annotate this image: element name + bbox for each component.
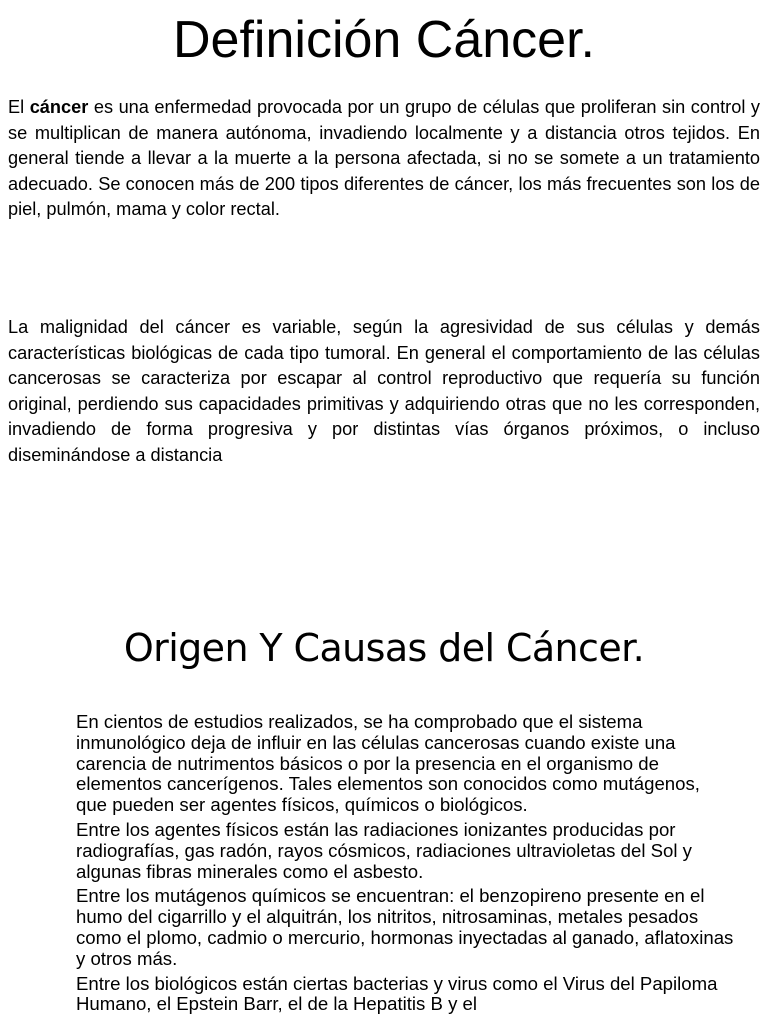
malignancy-paragraph: La malignidad del cáncer es variable, según la agresividad de sus células y demás características biológicas de cada tipo tumoral. En general el comportamiento de las células cancerosas se caracteriza por escapar al control reproductivo que requería su función original, perdiendo sus capacidades primitivas y adquiriendo otras que no les corresponden, invadiendo de forma progresiva y por distintas vías órganos próximos, o incluso diseminándose a distancia	[8, 317, 760, 465]
definition-lead: El	[8, 97, 30, 117]
section-title: Origen Y Causas del Cáncer.	[123, 626, 645, 670]
list-item: Entre los agentes físicos están las radiaciones ionizantes producidas por radiografías, gas radón, rayos cósmicos, radiaciones ultravioletas del Sol y algunas fibras minerales como el asbesto.	[76, 818, 692, 882]
definition-body: es una enfermedad provocada por un grupo de células que proliferan sin control y se multiplican de manera autónoma, invadiendo localmente y a distancia otros tejidos. En general tiende a llevar a la muerte a la persona afectada, si no se somete a un tratamiento adecuado. Se conocen más de 200 tipos diferentes de cáncer, los más frecuentes son los de piel, pulmón, mama y color rectal.	[8, 97, 760, 220]
page-title: Definición Cáncer.	[173, 11, 595, 69]
definition-term: cáncer	[29, 97, 89, 117]
list-item: Entre los mutágenos químicos se encuentran: el benzopireno presente en el humo del cigarrillo y el alquitrán, los nitritos, nitrosaminas, metales pesados como el plomo, cadmio o mercurio, hormonas inyectadas al ganado, aflatoxinas y otros más.	[76, 885, 734, 969]
causes-list	[76, 712, 736, 1019]
list-item: En cientos de estudios realizados, se ha comprobado que el sistema inmunológico deja de influir en las células cancerosas cuando existe una carencia de nutrimentos básicos o por la presencia en el organismo de elementos cancerígenos. Tales elementos son conocidos como mutágenos, que pueden ser agentes físicos, químicos o biológicos.	[76, 711, 700, 816]
list-item: Entre los biológicos están ciertas bacterias y virus como el Virus del Papiloma Humano, el Epstein Barr, el de la Hepatitis B y el	[76, 972, 718, 1015]
definition-paragraph	[8, 95, 760, 223]
